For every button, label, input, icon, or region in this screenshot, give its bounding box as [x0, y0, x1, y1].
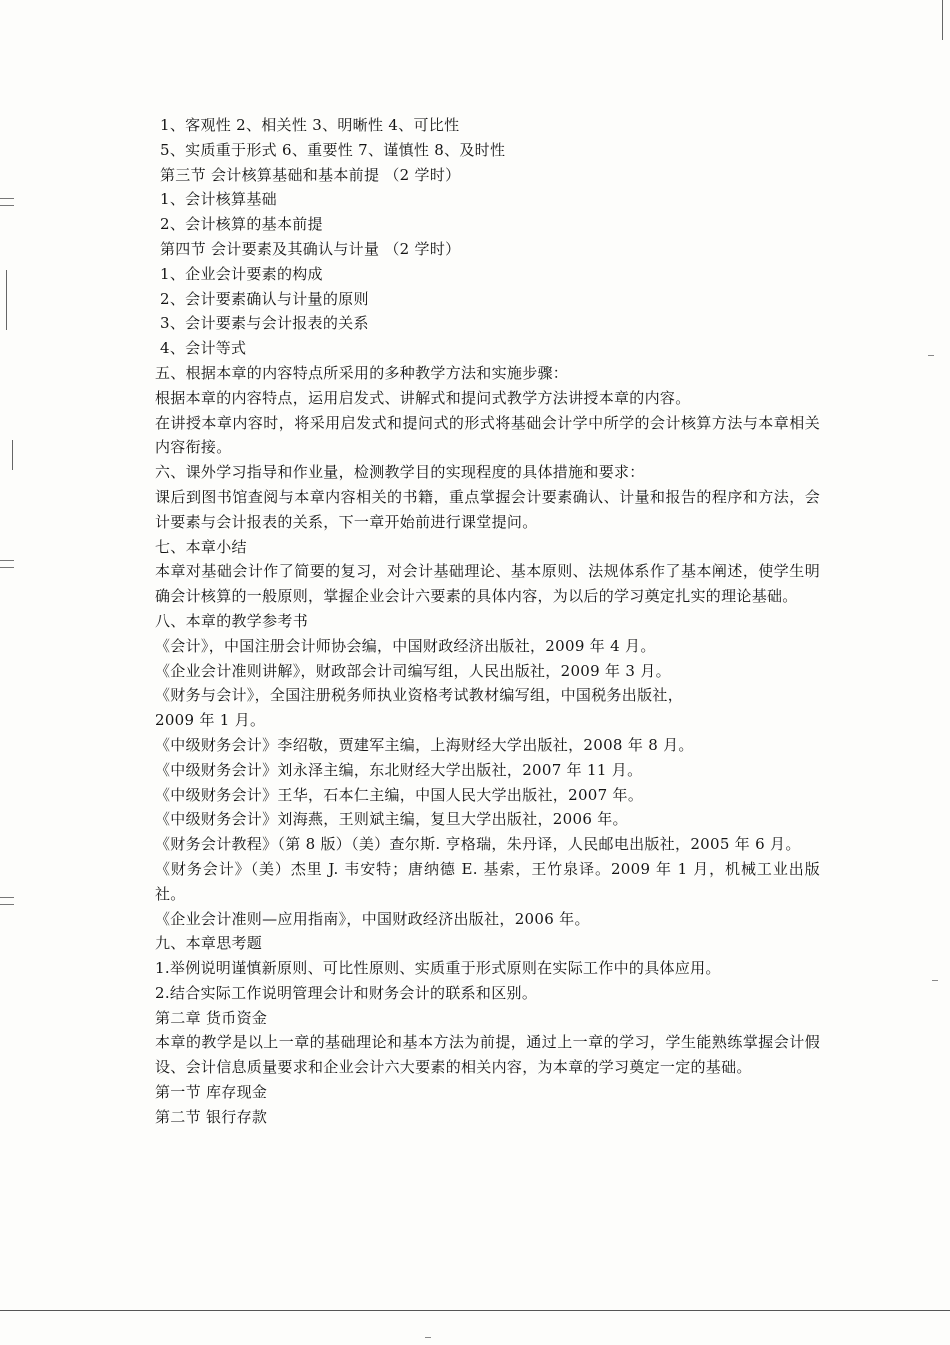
text-line: 第四节 会计要素及其确认与计量 （2 学时） [160, 239, 461, 258]
text-line: 在讲授本章内容时，将采用启发式和提问式的形式将基础会计学中所学的会计核算方法与本章相关内容衔接。 [155, 413, 820, 457]
text-line: 第三节 会计核算基础和基本前提 （2 学时） [160, 165, 461, 184]
scan-edge-mark [0, 198, 14, 199]
text-line: 《财务与会计》，全国注册税务师执业资格考试教材编写组，中国税务出版社， [155, 686, 684, 705]
scan-edge-mark [0, 897, 14, 898]
text-line: 《中级财务会计》刘永泽主编，东北财经大学出版社，2007 年 11 月。 [155, 760, 643, 779]
text-line: 《企业会计准则—应用指南》，中国财政经济出版社，2006 年。 [155, 909, 590, 928]
text-line: 2、会计要素确认与计量的原则 [160, 289, 369, 308]
text-line: 《会计》，中国注册会计师协会编，中国财政经济出版社，2009 年 4 月。 [155, 636, 656, 655]
text-line: 第二节 银行存款 [155, 1107, 268, 1126]
text-line: 1、会计核算基础 [160, 190, 277, 209]
scan-dot-mark [932, 980, 938, 981]
text-line: 课后到图书馆查阅与本章内容相关的书籍，重点掌握会计要素确认、计量和报告的程序和方法，会计要素与会计报表的关系，下一章开始前进行课堂提问。 [155, 487, 820, 531]
text-line: 2、会计核算的基本前提 [160, 215, 323, 234]
scan-bottom-edge [0, 1310, 950, 1311]
text-line: 《中级财务会计》刘海燕，王则斌主编，复旦大学出版社，2006 年。 [155, 810, 628, 829]
scan-edge-mark [0, 904, 14, 905]
text-line: 第一节 库存现金 [155, 1083, 268, 1102]
text-line: 《财务会计》（美）杰里 J. 韦安特；唐纳德 E. 基索，王竹泉译。2009 年 1 月，机械工业出版社。 [155, 859, 820, 903]
text-line: 八、本章的教学参考书 [155, 611, 309, 630]
scan-vertical-mark [6, 270, 7, 330]
text-line: 六、课外学习指导和作业量，检测教学目的实现程度的具体措施和要求： [155, 463, 645, 482]
text-line: 《财务会计教程》（第 8 版）（美）查尔斯. 亨格瑞，朱丹译，人民邮电出版社，2005 年 6 月。 [155, 835, 801, 854]
text-line: 2009 年 1 月。 [155, 711, 266, 730]
scan-edge-mark [0, 560, 14, 561]
scan-dot-mark [425, 1337, 431, 1338]
text-line: 七、本章小结 [155, 537, 247, 556]
text-line: 1、企业会计要素的构成 [160, 264, 323, 283]
text-line: 《中级财务会计》王华，石本仁主编，中国人民大学出版社，2007 年。 [155, 785, 644, 804]
text-line: 根据本章的内容特点，运用启发式、讲解式和提问式教学方法讲授本章的内容。 [155, 388, 691, 407]
text-line: 3、会计要素与会计报表的关系 [160, 314, 369, 333]
text-line: 1.举例说明谨慎新原则、可比性原则、实质重于形式原则在实际工作中的具体应用。 [155, 959, 721, 978]
scan-edge-mark [0, 205, 14, 206]
text-line: 五、根据本章的内容特点所采用的多种教学方法和实施步骤： [155, 363, 569, 382]
text-line: 5、实质重于形式 6、重要性 7、谨慎性 8、及时性 [160, 140, 506, 159]
scan-edge-mark [0, 567, 14, 568]
text-line: 2.结合实际工作说明管理会计和财务会计的联系和区别。 [155, 983, 538, 1002]
text-line: 九、本章思考题 [155, 934, 263, 953]
text-line: 本章对基础会计作了简要的复习，对会计基础理论、基本原则、法规体系作了基本阐述，使学生明确会计核算的一般原则，掌握企业会计六要素的具体内容，为以后的学习奠定扎实的理论基础。 [155, 562, 820, 606]
text-line: 《企业会计准则讲解》，财政部会计司编写组，人民出版社，2009 年 3 月。 [155, 661, 671, 680]
text-line: 4、会计等式 [160, 339, 247, 358]
text-line: 第二章 货币资金 [155, 1008, 268, 1027]
text-line: 《中级财务会计》李绍敬，贾建军主编，上海财经大学出版社，2008 年 8 月。 [155, 735, 694, 754]
text-line: 本章的教学是以上一章的基础理论和基本方法为前提，通过上一章的学习，学生能熟练掌握会计假设、会计信息质量要求和企业会计六大要素的相关内容，为本章的学习奠定一定的基础。 [155, 1033, 820, 1077]
scan-dot-mark [928, 355, 934, 356]
scan-vertical-mark [942, 0, 943, 40]
scan-vertical-mark [12, 440, 13, 470]
document-body [155, 113, 820, 1130]
text-line: 1、客观性 2、相关性 3、明晰性 4、可比性 [160, 116, 460, 134]
